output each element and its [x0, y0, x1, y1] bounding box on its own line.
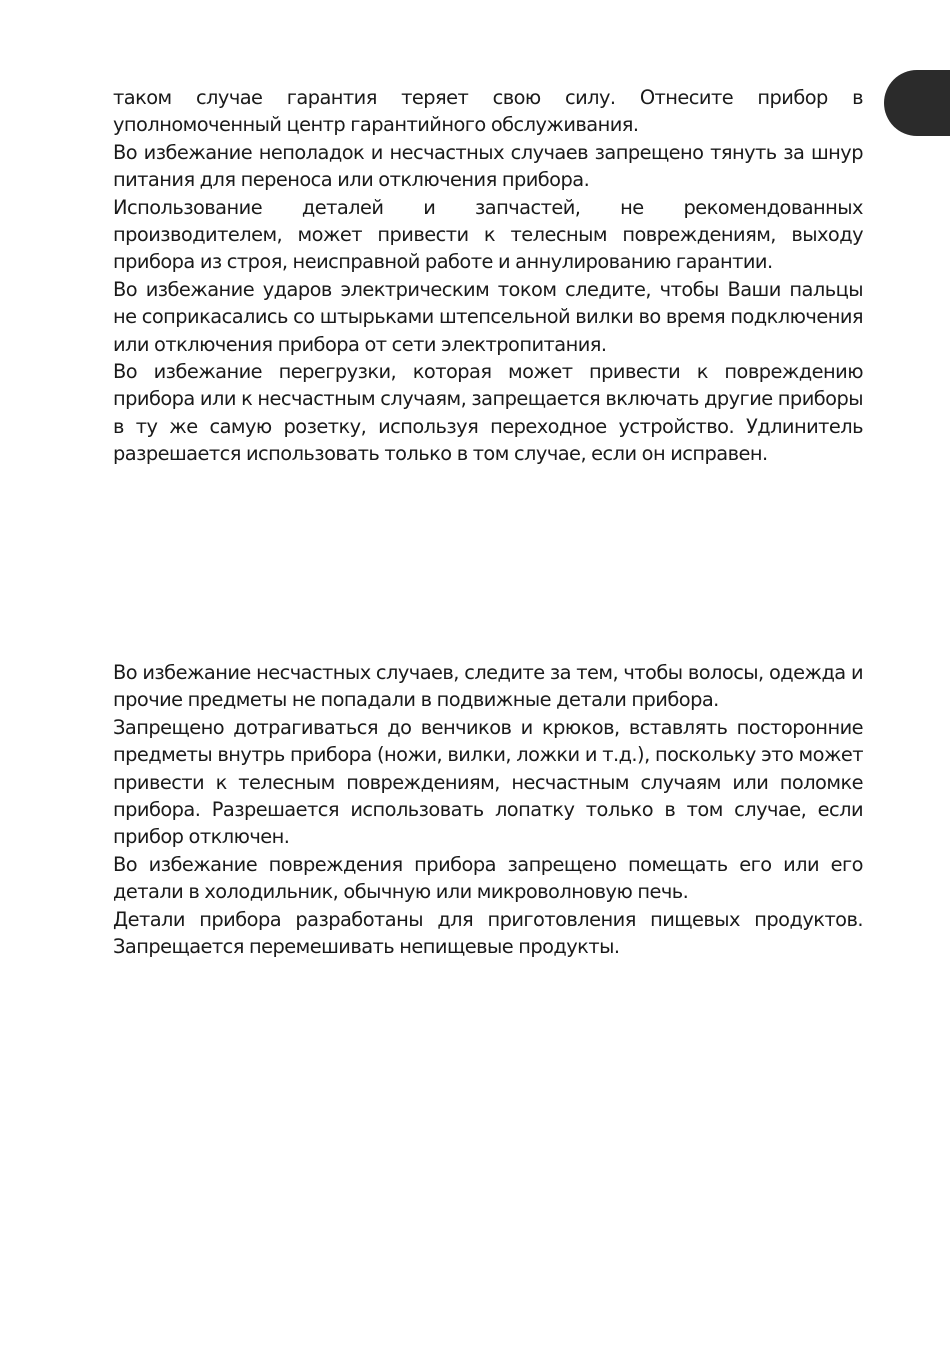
paragraph: Детали прибора разработаны для приготовления пищевых продуктов. Запрещается перемешивать непищевые продукты. [113, 907, 863, 959]
paragraph: Во избежание перегрузки, которая может привести к повреждению прибора или к несчастным случаям, запрещается включать другие приборы в ту же самую розетку, используя переходное устройство. Удлинитель разрешается использовать только в том случае, если он исправен. [113, 360, 863, 466]
page-side-tab [884, 70, 950, 136]
paragraph: Запрещено дотрагиваться до венчиков и крюков, вставлять посторонние предметы внутрь прибора (ножи, вилки, ложки и т.д.), поскольку это может привести к телесным повреждениям, несчастным случаям или поломке прибора. Разрешается использовать лопатку только в том случае, если прибор отключен. [113, 715, 863, 849]
paragraph: таком случае гарантия теряет свою силу. Отнесите прибор в уполномоченный центр гарантийного обслуживания. [113, 86, 863, 137]
paragraph: Во избежание ударов электрическим током следите, чтобы Ваши пальцы не соприкасались со штырьками штепсельной вилки во время подключения или отключения прибора от сети электропитания. [113, 277, 863, 356]
paragraph: Во избежание повреждения прибора запрещено помещать его или его детали в холодильник, обычную или микроволновую печь. [113, 852, 863, 904]
paragraph: Использование деталей и запчастей, не рекомендованных производителем, может привести к телесным повреждениям, выходу прибора из строя, неисправной работе и аннулированию гарантии. [113, 195, 863, 274]
safety-section-mechanical [113, 659, 863, 960]
paragraph: Во избежание неполадок и несчастных случаев запрещено тянуть за шнур питания для переноса или отключения прибора. [113, 140, 863, 192]
paragraph: Во избежание несчастных случаев, следите за тем, чтобы волосы, одежда и прочие предметы не попадали в подвижные детали прибора. [113, 661, 863, 712]
safety-section-electrical [113, 84, 863, 468]
